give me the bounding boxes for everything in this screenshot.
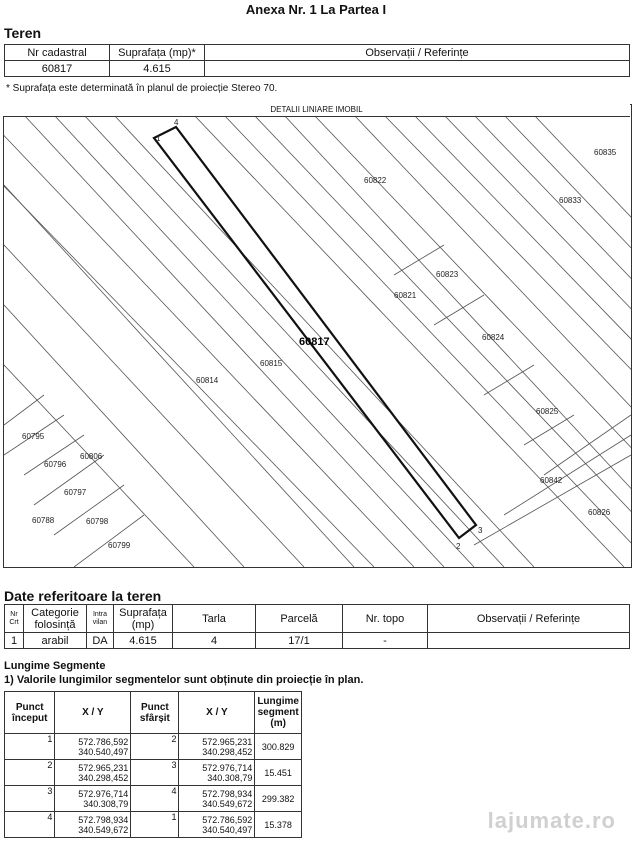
segments-table xyxy=(4,691,302,838)
date-teren-heading: Date referitoare la teren xyxy=(4,588,162,604)
date-cell-intravilan: DA xyxy=(87,633,114,649)
segment-start: 2 xyxy=(5,760,55,786)
parcel-label: 60796 xyxy=(44,460,67,469)
segment-end: 2 xyxy=(131,734,179,760)
date-cell-tarla: 4 xyxy=(173,633,256,649)
teren-heading: Teren xyxy=(4,25,42,41)
segment-end-xy: 572.965,231 340.298,452 xyxy=(179,734,255,760)
map-heading: DETALII LINIARE IMOBIL xyxy=(3,104,630,117)
table-row xyxy=(5,786,302,812)
segment-start-xy: 572.786,592 340.540,497 xyxy=(55,734,131,760)
date-header-suprafata: Suprafața (mp) xyxy=(114,605,173,633)
parcel-label: 60821 xyxy=(394,291,417,300)
document-title: Anexa Nr. 1 La Partea I xyxy=(245,2,387,17)
teren-header-cadastral: Nr cadastral xyxy=(5,45,110,61)
segment-start: 3 xyxy=(5,786,55,812)
parcel-label: 60788 xyxy=(32,516,55,525)
main-parcel-label: 60817 xyxy=(299,336,330,348)
parcel-map xyxy=(3,104,632,568)
table-row xyxy=(5,734,302,760)
point-label-4: 4 xyxy=(174,118,179,127)
teren-cell-observatii xyxy=(205,61,630,77)
segment-length: 300.829 xyxy=(255,734,302,760)
teren-cell-suprafata: 4.615 xyxy=(110,61,205,77)
segment-start-xy: 572.976,714 340.308,79 xyxy=(55,786,131,812)
table-row xyxy=(5,760,302,786)
point-label-2: 2 xyxy=(456,542,461,551)
parcel-label: 60823 xyxy=(436,270,459,279)
teren-note: * Suprafața este determinată în planul de proiecție Stereo 70. xyxy=(6,83,278,94)
teren-header-observatii: Observații / Referințe xyxy=(205,45,630,61)
parcel-label: 60835 xyxy=(594,148,617,157)
point-label-3: 3 xyxy=(478,526,483,535)
date-cell-nrcrt: 1 xyxy=(5,633,24,649)
date-header-observatii: Observații / Referințe xyxy=(428,605,630,633)
table-row xyxy=(5,812,302,838)
parcel-label: 60842 xyxy=(540,476,563,485)
parcel-label: 60824 xyxy=(482,333,505,342)
date-header-tarla: Tarla xyxy=(173,605,256,633)
date-cell-suprafata: 4.615 xyxy=(114,633,173,649)
parcel-label: 60815 xyxy=(260,359,283,368)
date-teren-table xyxy=(4,604,630,649)
segment-end-xy: 572.798,934 340.549,672 xyxy=(179,786,255,812)
segment-end: 1 xyxy=(131,812,179,838)
segments-header-end-xy: X / Y xyxy=(179,692,255,734)
teren-table xyxy=(4,44,630,77)
date-header-intravilan: Intra vilan xyxy=(87,605,114,633)
date-cell-parcela: 17/1 xyxy=(256,633,343,649)
date-header-nrcrt: Nr Crt xyxy=(5,605,24,633)
segment-length: 15.378 xyxy=(255,812,302,838)
date-cell-categorie: arabil xyxy=(24,633,87,649)
parcel-label: 60826 xyxy=(588,508,611,517)
parcel-label: 60798 xyxy=(86,517,109,526)
date-header-categorie: Categorie folosință xyxy=(24,605,87,633)
segment-length: 15.451 xyxy=(255,760,302,786)
segment-end-xy: 572.786,592 340.540,497 xyxy=(179,812,255,838)
point-label-1: 1 xyxy=(156,134,161,143)
parcel-label: 60833 xyxy=(559,196,582,205)
parcel-label: 60822 xyxy=(364,176,387,185)
segment-end: 4 xyxy=(131,786,179,812)
segments-subheading: 1) Valorile lungimilor segmentelor sunt obținute din proiecție în plan. xyxy=(4,674,364,686)
segment-start-xy: 572.798,934 340.549,672 xyxy=(55,812,131,838)
segment-end-xy: 572.976,714 340.308,79 xyxy=(179,760,255,786)
watermark: lajumate.ro xyxy=(487,808,616,833)
date-cell-nrtopo: - xyxy=(343,633,428,649)
segments-header-start: Punct început xyxy=(5,692,55,734)
segments-header-end: Punct sfârșit xyxy=(131,692,179,734)
date-cell-observatii xyxy=(428,633,630,649)
parcel-label: 60797 xyxy=(64,488,87,497)
segments-header-start-xy: X / Y xyxy=(55,692,131,734)
segment-start: 1 xyxy=(5,734,55,760)
parcel-map-drawing xyxy=(4,105,631,567)
parcel-label: 60825 xyxy=(536,407,559,416)
parcel-label: 60799 xyxy=(108,541,131,550)
segment-start: 4 xyxy=(5,812,55,838)
parcel-label: 60814 xyxy=(196,376,219,385)
segments-heading: Lungime Segmente xyxy=(4,660,106,672)
date-header-nrtopo: Nr. topo xyxy=(343,605,428,633)
date-header-parcela: Parcelă xyxy=(256,605,343,633)
main-parcel-outline xyxy=(154,127,476,538)
segment-end: 3 xyxy=(131,760,179,786)
teren-cell-cadastral: 60817 xyxy=(5,61,110,77)
parcel-label: 60795 xyxy=(22,432,45,441)
segment-length: 299.382 xyxy=(255,786,302,812)
segments-header-length: Lungime segment (m) xyxy=(255,692,302,734)
parcel-label: 60806 xyxy=(80,452,103,461)
segment-start-xy: 572.965,231 340.298,452 xyxy=(55,760,131,786)
teren-header-suprafata: Suprafața (mp)* xyxy=(110,45,205,61)
